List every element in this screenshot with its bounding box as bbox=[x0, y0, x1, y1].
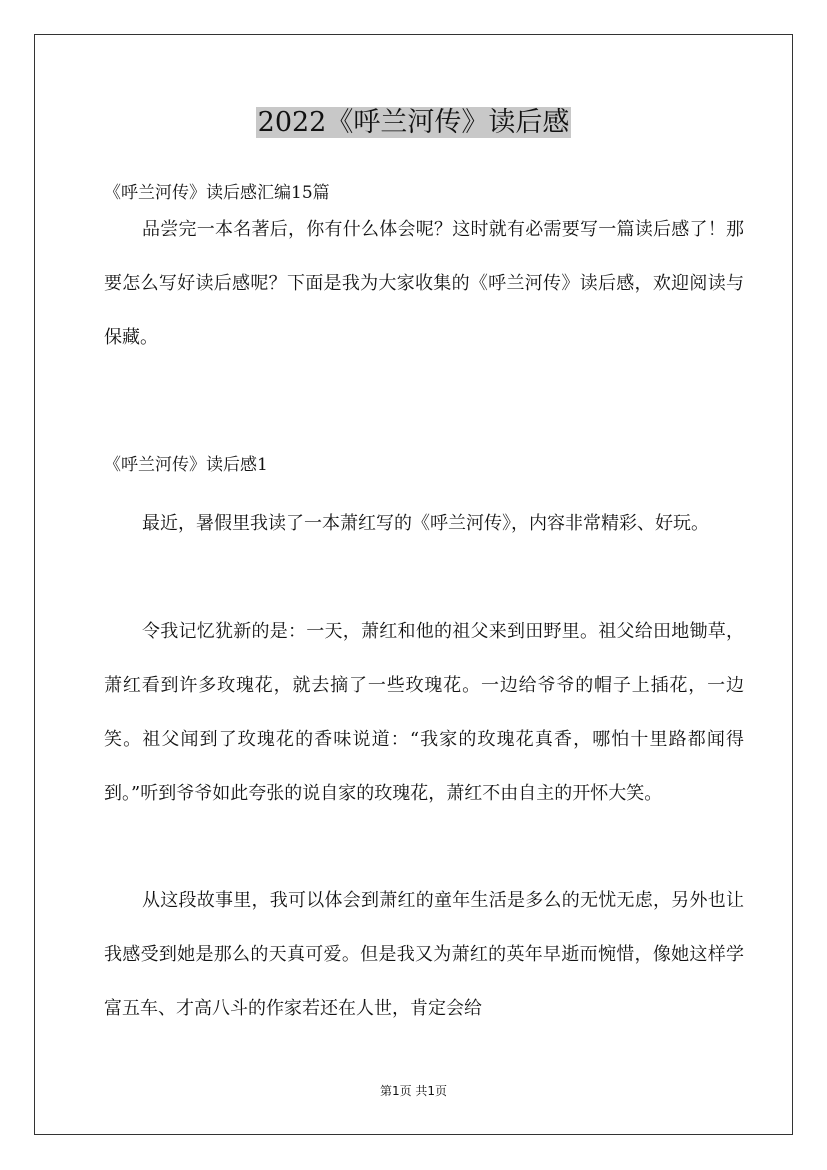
document-title: 2022《呼兰河传》读后感 bbox=[257, 107, 570, 138]
section-heading: 《呼兰河传》读后感1 bbox=[104, 455, 268, 475]
page-footer: 第1页 共1页 bbox=[379, 1084, 448, 1098]
intro-paragraph: 品尝完一本名著后，你有什么体会呢？这时就有必需要写一篇读后感了！那要怎么写好读后感呢？下面是我为大家收集的《呼兰河传》读后感，欢迎阅读与保藏。 bbox=[104, 219, 744, 348]
body-paragraph-2: 令我记忆犹新的是：一天，萧红和他的祖父来到田野里。祖父给田地锄草，萧红看到许多玫瑰花，就去摘了一些玫瑰花。一边给爷爷的帽子上插花，一边笑。祖父闻到了玫瑰花的香味说道：“我家的玫瑰花真香，哪怕十里路都闻得到。”听到爷爷如此夸张的说自家的玫瑰花，萧红不由自主的开怀大笑。 bbox=[104, 621, 744, 804]
body-paragraph-3: 从这段故事里，我可以体会到萧红的童年生活是多么的无忧无虑，另外也让我感受到她是那么的天真可爱。但是我又为萧红的英年早逝而惋惜，像她这样学富五车、才高八斗的作家若还在人世，肯定会给 bbox=[104, 890, 744, 1019]
document-subtitle: 《呼兰河传》读后感汇编15篇 bbox=[104, 183, 330, 203]
document-title-container bbox=[0, 103, 827, 143]
body-paragraph-1: 最近，暑假里我读了一本萧红写的《呼兰河传》，内容非常精彩、好玩。 bbox=[142, 513, 709, 534]
